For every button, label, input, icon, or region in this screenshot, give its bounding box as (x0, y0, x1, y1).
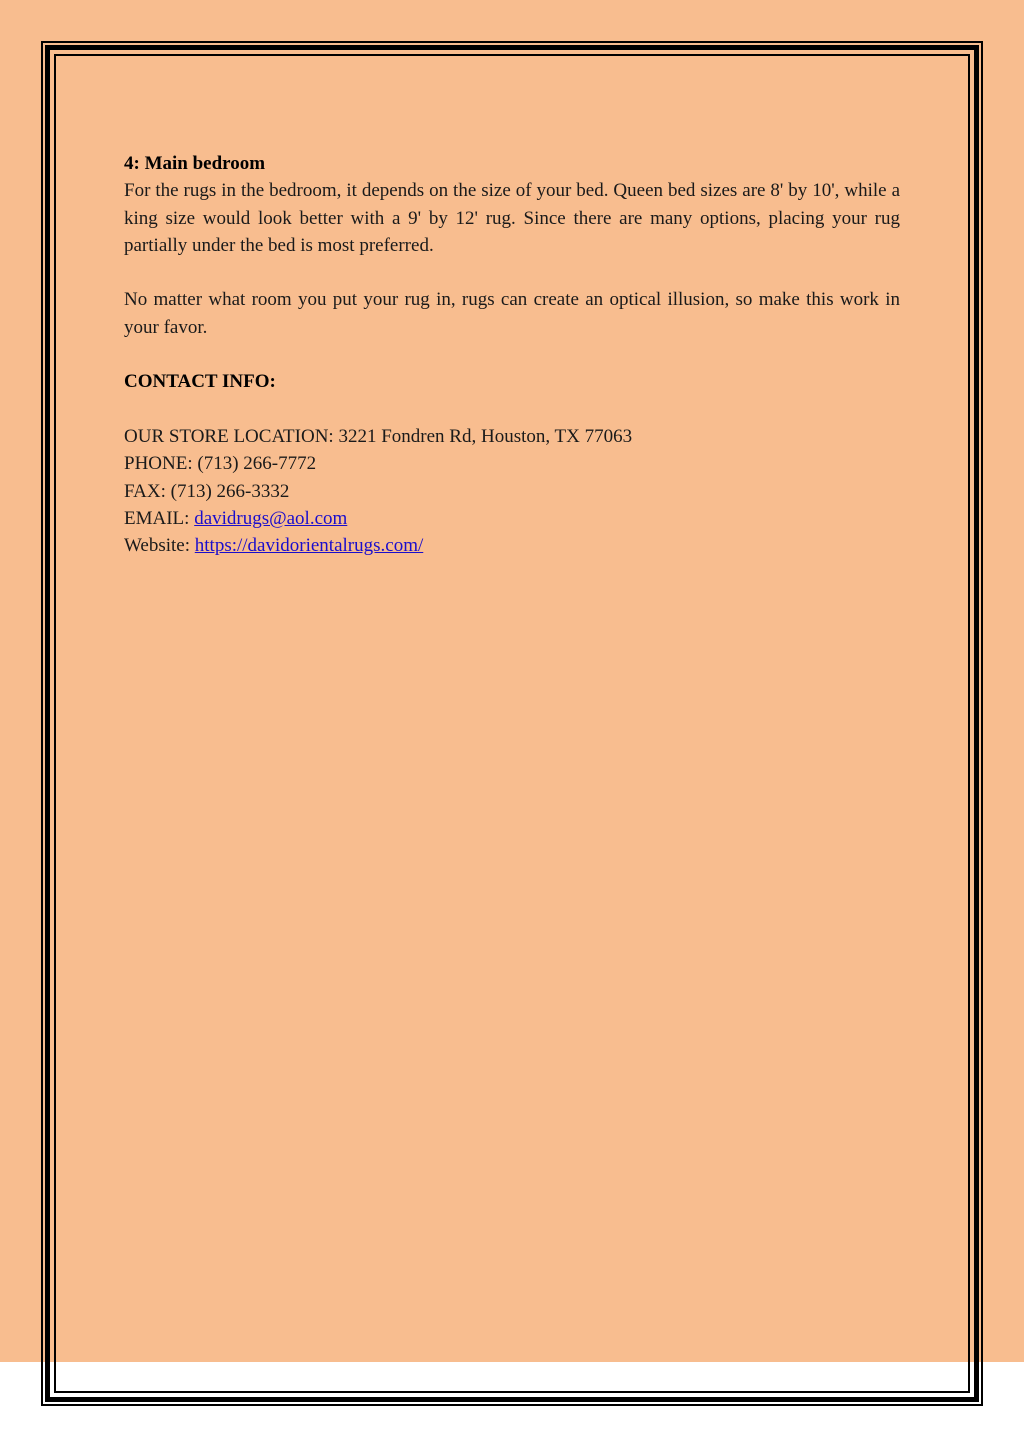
spacer (124, 259, 900, 286)
optical-illusion-paragraph: No matter what room you put your rug in, rugs can create an optical illusion, so make this work in your favor. (124, 289, 900, 338)
store-location-value: 3221 Fondren Rd, Houston, TX 77063 (338, 425, 633, 447)
email-link[interactable]: davidrugs@aol.com (194, 507, 348, 529)
email-label: EMAIL: (124, 507, 195, 529)
spacer (124, 396, 900, 423)
contact-heading: CONTACT INFO: (124, 371, 276, 393)
spacer (124, 341, 900, 368)
document-content (124, 150, 900, 559)
fax-value: (713) 266-3332 (170, 480, 290, 502)
phone-line (124, 450, 900, 477)
phone-label: PHONE: (124, 453, 198, 475)
website-line (124, 532, 900, 559)
bedroom-paragraph: For the rugs in the bedroom, it depends on the size of your bed. Queen bed sizes are 8' by 10', while a king size would look better with a 9' by 12' rug. Since there are many options, placing your rug partially under the bed is most preferred. (124, 180, 900, 256)
phone-value: (713) 266-7772 (197, 453, 317, 475)
fax-line (124, 478, 900, 505)
section-heading: 4: Main bedroom (124, 153, 266, 174)
email-line (124, 505, 900, 532)
store-location-label: OUR STORE LOCATION: (124, 425, 339, 447)
fax-label: FAX: (124, 480, 171, 502)
website-link[interactable]: https://davidorientalrugs.com/ (194, 535, 424, 557)
website-label: Website: (124, 535, 195, 557)
store-location-line (124, 423, 900, 450)
